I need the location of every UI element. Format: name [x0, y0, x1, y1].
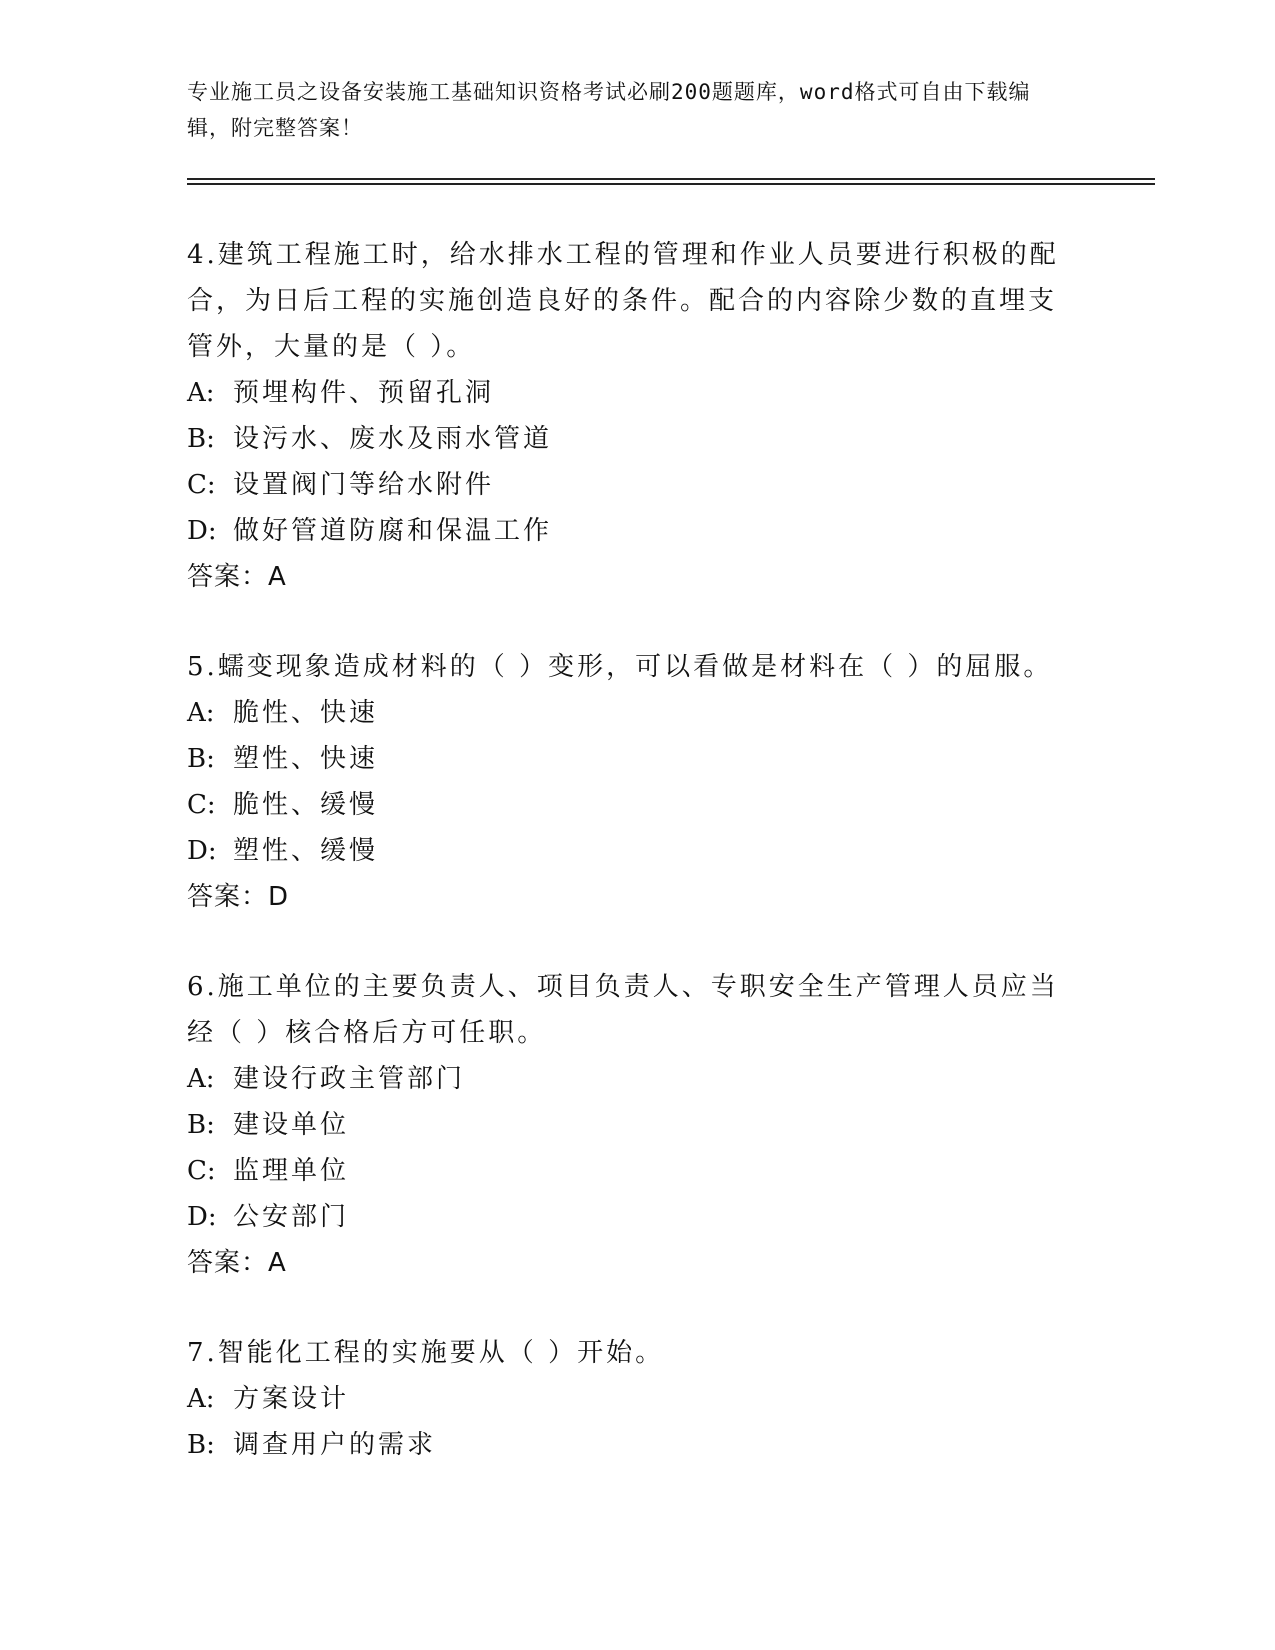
option-c: [187, 1148, 1067, 1194]
option-c: [187, 782, 1067, 828]
question-list: [187, 232, 1067, 1512]
option-text: 脆性、缓慢: [233, 790, 379, 820]
option-key: A:: [187, 378, 215, 408]
question-stem: 6.施工单位的主要负责人、项目负责人、专职安全生产管理人员应当经（ ）核合格后方可任职。: [187, 972, 1059, 1048]
option-key: B:: [187, 1110, 215, 1140]
question-6: [187, 964, 1067, 1286]
option-key: B:: [187, 424, 215, 454]
option-key: A:: [187, 698, 215, 728]
option-b: [187, 416, 1067, 462]
option-b: [187, 1422, 1067, 1468]
option-d: [187, 508, 1067, 554]
option-text: 做好管道防腐和保温工作: [233, 516, 553, 546]
option-a: [187, 370, 1067, 416]
option-key: A:: [187, 1064, 215, 1094]
question-5: [187, 644, 1067, 920]
header-rule-top: [187, 178, 1155, 180]
option-text: 塑性、快速: [233, 744, 379, 774]
option-d: [187, 828, 1067, 874]
option-b: [187, 1102, 1067, 1148]
option-key: D:: [187, 516, 217, 546]
option-a: [187, 1376, 1067, 1422]
option-key: B:: [187, 1430, 215, 1460]
question-7: [187, 1330, 1067, 1468]
option-text: 建设单位: [233, 1110, 350, 1140]
document-header: 专业施工员之设备安装施工基础知识资格考试必刷200题题库，word格式可自由下载编辑，附完整答案！: [187, 80, 1031, 140]
option-b: [187, 736, 1067, 782]
option-text: 监理单位: [233, 1156, 350, 1186]
answer-line: 答案：A: [187, 1248, 287, 1278]
option-key: C:: [187, 1156, 216, 1186]
option-text: 公安部门: [233, 1202, 350, 1232]
header-rule-bottom: [187, 183, 1155, 185]
option-a: [187, 1056, 1067, 1102]
answer-line: 答案：A: [187, 562, 287, 592]
option-text: 设污水、废水及雨水管道: [233, 424, 553, 454]
option-text: 塑性、缓慢: [233, 836, 379, 866]
option-c: [187, 462, 1067, 508]
option-a: [187, 690, 1067, 736]
option-text: 预埋构件、预留孔洞: [233, 378, 495, 408]
option-key: A:: [187, 1384, 215, 1414]
option-d: [187, 1194, 1067, 1240]
question-stem: 7.智能化工程的实施要从（ ）开始。: [187, 1338, 665, 1368]
option-text: 脆性、快速: [233, 698, 379, 728]
option-key: B:: [187, 744, 215, 774]
option-key: C:: [187, 470, 216, 500]
answer-line: 答案：D: [187, 882, 290, 912]
option-text: 设置阀门等给水附件: [233, 470, 495, 500]
option-key: D:: [187, 836, 217, 866]
option-text: 建设行政主管部门: [233, 1064, 466, 1094]
option-text: 方案设计: [233, 1384, 350, 1414]
option-text: 调查用户的需求: [233, 1430, 437, 1460]
question-stem: 4.建筑工程施工时，给水排水工程的管理和作业人员要进行积极的配合，为日后工程的实施创造良好的条件。配合的内容除少数的直埋支管外，大量的是（ ）。: [187, 240, 1059, 362]
option-key: C:: [187, 790, 216, 820]
question-stem: 5.蠕变现象造成材料的（ ）变形，可以看做是材料在（ ）的屈服。: [187, 652, 1053, 682]
option-key: D:: [187, 1202, 217, 1232]
question-4: [187, 232, 1067, 600]
